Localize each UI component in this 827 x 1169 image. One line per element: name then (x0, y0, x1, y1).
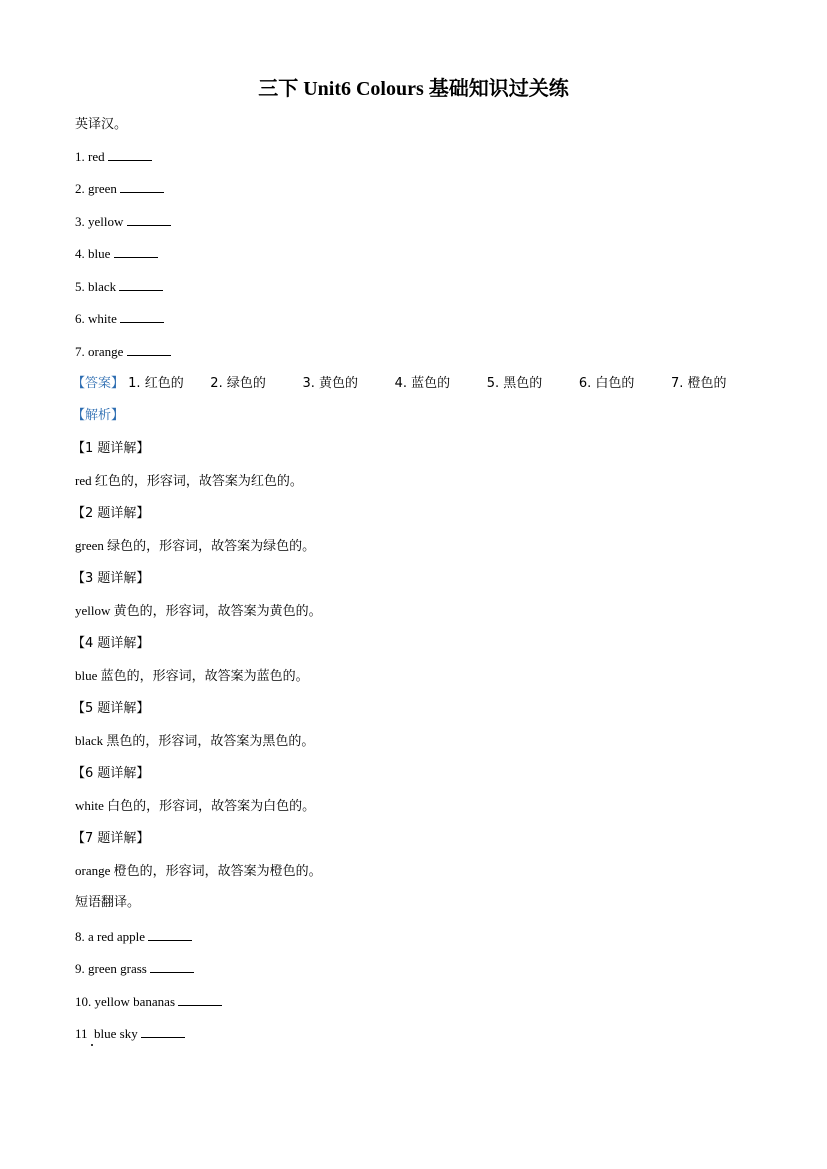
question-number: 11 (75, 1026, 88, 1041)
detail-heading-6: 【6 题详解】 (72, 766, 150, 781)
question-phrase: a red apple (88, 929, 146, 944)
question-3 (75, 214, 171, 230)
detail-heading-5: 【5 题详解】 (72, 701, 150, 716)
answer-blank (178, 994, 222, 1006)
question-word: green (88, 181, 117, 196)
detail-heading-2: 【2 题详解】 (72, 506, 150, 521)
answer-blank (120, 311, 164, 323)
answer-item-1: 1. 红色的 (128, 376, 184, 391)
detail-heading-3: 【3 题详解】 (72, 571, 150, 586)
answer-blank (141, 1026, 185, 1038)
answer-item-2: 2. 绿色的 (210, 376, 266, 391)
answer-blank (120, 181, 164, 193)
question-number: 7. (75, 344, 85, 359)
detail-heading-1: 【1 题详解】 (72, 441, 150, 456)
section1-instruction: 英译汉。 (75, 117, 128, 132)
page-title: 三下 Unit6 Colours 基础知识过关练 (258, 78, 569, 100)
question-number: 5. (75, 279, 85, 294)
question-word: black (88, 279, 117, 294)
answer-blank (127, 344, 171, 356)
question-4 (75, 246, 158, 262)
question-word: red (88, 149, 105, 164)
detail-text-2: green 绿色的，形容词，故答案为绿色的。 (75, 538, 316, 553)
question-phrase: yellow bananas (94, 994, 176, 1009)
question-number: 9. (75, 961, 85, 976)
question-6 (75, 311, 164, 327)
question-word: white (88, 311, 117, 326)
analysis-tag: 【解析】 (72, 408, 125, 423)
question-number: 3. (75, 214, 85, 229)
question-number: 1. (75, 149, 85, 164)
detail-text-7: orange 橙色的，形容词，故答案为橙色的。 (75, 863, 322, 878)
question-9 (75, 961, 194, 977)
answer-blank (127, 214, 171, 226)
answer-blank (108, 149, 152, 161)
answer-blank (114, 246, 158, 258)
answer-blank (148, 929, 192, 941)
answer-item-3: 3. 黄色的 (302, 376, 358, 391)
question-number: 6. (75, 311, 85, 326)
question-8 (75, 929, 192, 945)
question-7 (75, 344, 171, 360)
question-word: orange (88, 344, 124, 359)
question-phrase: blue sky (94, 1026, 138, 1041)
question-2 (75, 181, 164, 197)
question-1 (75, 149, 152, 165)
detail-heading-4: 【4 题详解】 (72, 636, 150, 651)
detail-text-4: blue 蓝色的，形容词，故答案为蓝色的。 (75, 668, 309, 683)
detail-text-5: black 黑色的，形容词，故答案为黑色的。 (75, 733, 315, 748)
question-word: yellow (88, 214, 124, 229)
answer-item-4: 4. 蓝色的 (394, 376, 451, 391)
question-5 (75, 279, 163, 295)
answer-item-5: 5. 黑色的 (486, 376, 543, 391)
detail-text-3: yellow 黄色的，形容词，故答案为黄色的。 (75, 603, 322, 618)
question-11 (75, 1026, 185, 1042)
detail-text-1: red 红色的，形容词，故答案为红色的。 (75, 473, 303, 488)
question-10 (75, 994, 222, 1010)
question-word: blue (88, 246, 111, 261)
answer-blank (119, 279, 163, 291)
answer-line (72, 376, 727, 392)
answer-tag: 【答案】 (72, 376, 125, 391)
answer-blank (150, 961, 194, 973)
question-phrase: green grass (88, 961, 147, 976)
stray-dot-mark (91, 1044, 93, 1046)
answer-item-6: 6. 白色的 (578, 376, 635, 391)
question-number: 2. (75, 181, 85, 196)
detail-text-6: white 白色的，形容词，故答案为白色的。 (75, 798, 316, 813)
answer-item-7: 7. 橙色的 (671, 376, 727, 391)
section2-instruction: 短语翻译。 (75, 895, 141, 910)
question-number: 8. (75, 929, 85, 944)
detail-heading-7: 【7 题详解】 (72, 831, 150, 846)
question-number: 4. (75, 246, 85, 261)
question-number: 10. (75, 994, 92, 1009)
